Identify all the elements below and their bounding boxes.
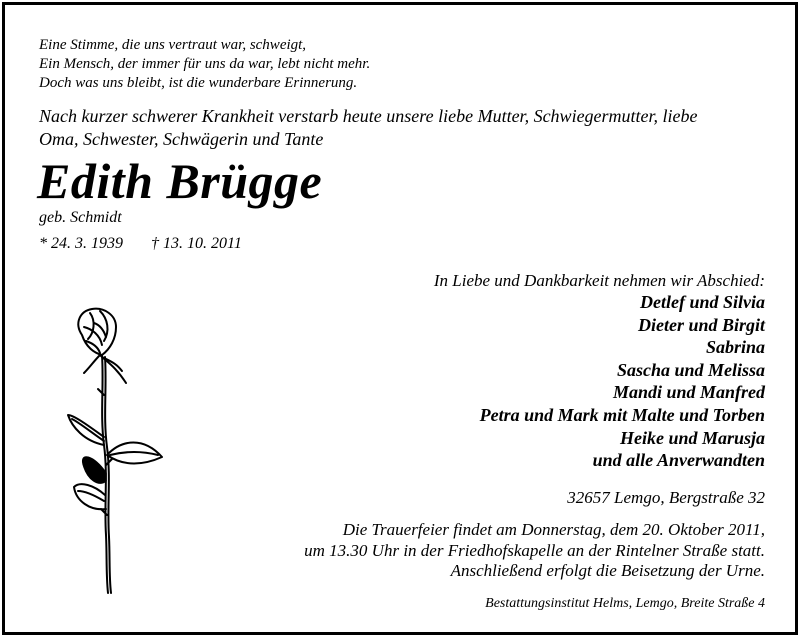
announcement-line: Nach kurzer schwerer Krankheit verstarb heute unsere liebe Mutter, Schwiegermutter, liebe — [39, 106, 698, 126]
service-line: um 13.30 Uhr in der Friedhofskapelle an der Rintelner Straße statt. — [304, 540, 765, 560]
service-line: Anschließend erfolgt die Beisetzung der Urne. — [450, 561, 765, 580]
service-line: Die Trauerfeier findet am Donnerstag, dem 20. Oktober 2011, — [342, 520, 765, 539]
announcement-text — [39, 105, 779, 151]
poem-line: Doch was uns bleibt, ist die wunderbare Erinnerung. — [39, 75, 358, 91]
undertaker-info: Bestattungsinstitut Helms, Lemgo, Breite Straße 4 — [485, 596, 765, 611]
farewell-line: In Liebe und Dankbarkeit nehmen wir Abschied: — [433, 271, 765, 290]
mourner-entry: Mandi und Manfred — [612, 382, 765, 403]
poem — [39, 36, 370, 93]
mourner-entry: Detlef und Silvia — [640, 292, 765, 312]
mourner-entry: Dieter und Birgit — [637, 314, 765, 335]
death-date: † 13. 10. 2011 — [151, 235, 242, 252]
mourners-list — [480, 291, 765, 472]
rose-icon — [60, 305, 170, 595]
poem-line: Ein Mensch, der immer für uns da war, lebt nicht mehr. — [39, 56, 371, 72]
birth-date: * 24. 3. 1939 — [39, 235, 123, 252]
life-dates — [39, 234, 242, 254]
mourner-entry: und alle Anverwandten — [592, 450, 765, 471]
mourner-entry: Heike und Marusja — [619, 427, 765, 448]
family-address: 32657 Lemgo, Bergstraße 32 — [567, 488, 765, 507]
funeral-service-info — [304, 520, 765, 582]
obituary-frame — [2, 2, 798, 635]
poem-line: Eine Stimme, die uns vertraut war, schweigt, — [39, 37, 307, 53]
mourner-entry: Sascha und Melissa — [616, 359, 765, 380]
birth-name: geb. Schmidt — [39, 209, 122, 226]
announcement-line: Oma, Schwester, Schwägerin und Tante — [39, 129, 324, 149]
mourner-entry: Petra und Mark mit Malte und Torben — [479, 404, 765, 425]
mourner-entry: Sabrina — [705, 337, 765, 358]
deceased-name: Edith Brügge — [37, 153, 323, 209]
